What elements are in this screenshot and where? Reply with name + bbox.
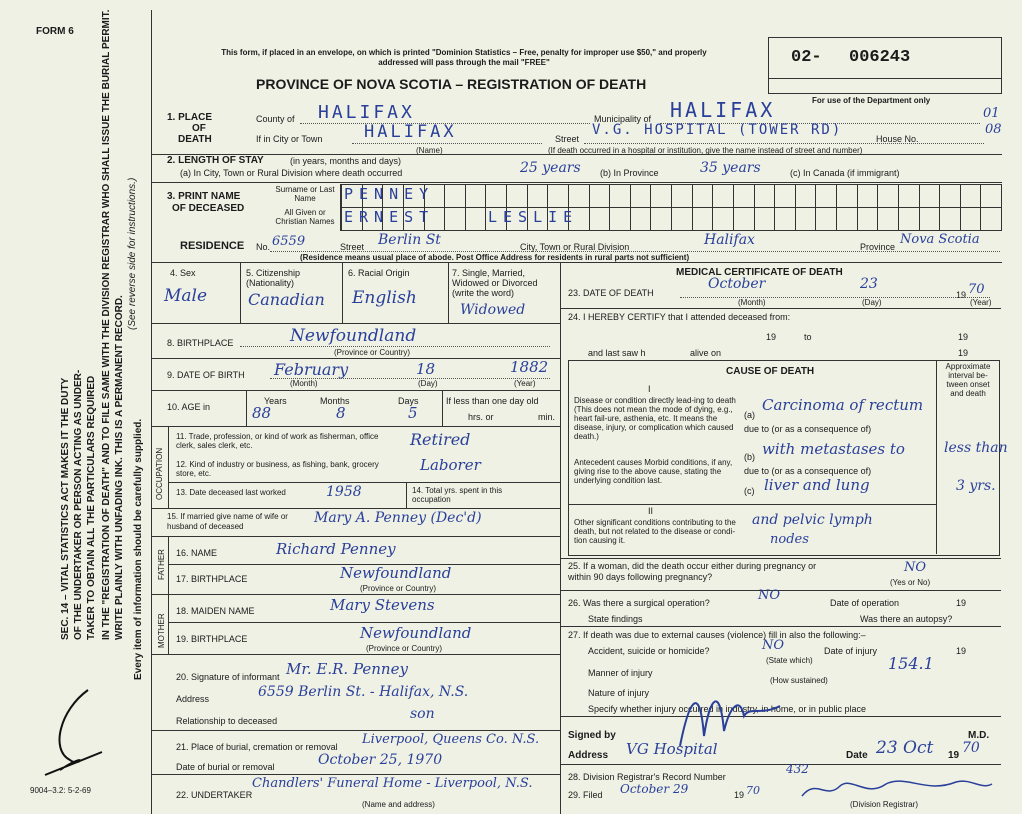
given-grid — [340, 207, 1002, 231]
side-notice-5: WRITE PLAINLY WITH UNFADING INK. THIS IS A PERMANENT RECORD. — [114, 295, 125, 640]
residence-note: (Residence means usual place of abode. Post Office Address for residents in rural parts not sufficient) — [300, 253, 690, 262]
county-value: HALIFAX — [318, 102, 415, 123]
total-years-label: 14. Total yrs. spent in this occupation — [412, 486, 503, 504]
cause-other-2: nodes — [770, 532, 809, 547]
date-year: 70 — [962, 740, 980, 756]
certify-19b: 19 — [958, 332, 969, 342]
disease-label: Disease or condition directly lead-ing to death (This does not mean the mode of dying, e.g., heart fail-ure, asthenia, etc. It means the disease, injury, or complication which caused death.) — [574, 396, 736, 441]
dod-year-prefix: 19 — [956, 290, 967, 300]
record-number: 006243 — [849, 48, 911, 67]
stay-a-label: (a) In City, Town or Rural Division where death occurred — [180, 168, 403, 178]
interval-2: 3 yrs. — [956, 478, 996, 494]
place-label-3: DEATH — [178, 134, 212, 145]
occupation-side: OCCUPATION — [155, 447, 164, 500]
residence-province: Nova Scotia — [900, 232, 980, 247]
side-instructions: (See reverse side for instructions.) — [127, 177, 138, 330]
accident-answer: NO — [762, 638, 785, 653]
industry-value: Laborer — [420, 456, 481, 474]
dod-day: 23 — [860, 276, 878, 292]
dob-day-sub: (Day) — [418, 379, 438, 388]
surname-grid — [340, 184, 1002, 208]
residence-street: Berlin St — [378, 232, 441, 248]
state-which: (State which) — [766, 656, 813, 665]
city-value: HALIFAX — [364, 122, 457, 142]
dept-code-2: 08 — [985, 122, 1002, 137]
findings-label: State findings — [588, 614, 643, 624]
surname-value: PENNEY — [344, 185, 435, 203]
age-hrs: hrs. or — [468, 412, 494, 422]
burial-date-label: Date of burial or removal — [176, 762, 275, 772]
dod-label: 23. DATE OF DEATH — [568, 288, 654, 298]
code-value: 154.1 — [888, 654, 934, 673]
burial-place: Liverpool, Queens Co. N.S. — [362, 732, 540, 747]
age-lessday: If less than one day old — [446, 396, 539, 406]
racial-label: 6. Racial Origin — [348, 268, 410, 278]
birthplace-value: Newfoundland — [290, 326, 417, 346]
medical-title: MEDICAL CERTIFICATE OF DEATH — [676, 267, 843, 278]
record-prefix: 02- — [791, 48, 822, 67]
injury-19: 19 — [956, 646, 967, 656]
age-years: 88 — [252, 404, 272, 422]
stay-sub: (in years, months and days) — [290, 156, 402, 166]
cause-c-value: liver and lung — [764, 476, 870, 494]
father-name-label: 16. NAME — [176, 548, 218, 558]
cause-part-II: II — [648, 506, 654, 516]
dod-month-sub: (Month) — [738, 298, 766, 307]
stay-b-label: (b) In Province — [600, 168, 659, 178]
father-birth-label: 17. BIRTHPLACE — [176, 574, 248, 584]
age-label: 10. AGE in — [167, 402, 211, 412]
father-birth-sub: (Province or Country) — [360, 584, 437, 593]
municipality-label: Municipality of — [594, 114, 652, 124]
reg-number: 432 — [786, 762, 809, 776]
accident-label: Accident, suicide or homicide? — [588, 646, 710, 656]
how-sustained: (How sustained) — [770, 676, 828, 685]
birthplace-label: 8. BIRTHPLACE — [167, 338, 234, 348]
residence-no-label: No. — [256, 242, 271, 252]
dod-month: October — [708, 276, 766, 292]
father-name: Richard Penney — [276, 540, 396, 558]
record-number-box — [768, 37, 1002, 94]
mail-notice: This form, if placed in an envelope, on which is printed "Dominion Statistics – Free, penalty for improper use $50," and properly addressed will pass through the mail "FREE" — [221, 48, 707, 67]
undertaker-label: 22. UNDERTAKER — [176, 790, 253, 800]
mother-birth-sub: (Province or Country) — [366, 644, 443, 653]
informant-sig-label: 20. Signature of informant — [176, 672, 280, 682]
interval-1: less than — [944, 440, 1008, 456]
cause-b-value: with metastases to — [762, 440, 905, 458]
undertaker-value: Chandlers' Funeral Home - Liverpool, N.S. — [252, 776, 533, 791]
autopsy-label: Was there an autopsy? — [860, 614, 953, 624]
name-label-2: OF DECEASED — [172, 203, 245, 214]
name-label-1: 3. PRINT NAME — [167, 191, 241, 202]
stay-b-value: 35 years — [700, 160, 761, 176]
address-value: VG Hospital — [626, 740, 718, 758]
age-days: 5 — [408, 404, 418, 422]
certify-label: 24. I HEREBY CERTIFY that I attended deceased from: — [568, 312, 791, 322]
stay-c-label: (c) In Canada (if immigrant) — [790, 168, 900, 178]
informant-rel: son — [410, 706, 435, 722]
lastworked-label: 13. Date deceased last worked — [176, 488, 286, 497]
dob-label: 9. DATE OF BIRTH — [167, 370, 245, 380]
certify-alive: alive on — [690, 348, 722, 358]
burial-date: October 25, 1970 — [318, 752, 443, 768]
street-note: (If death occurred in a hospital or institution, give the name instead of street and number) — [548, 146, 863, 155]
q25-label: 25. If a woman, did the death occur either during pregnancy or within 90 days following pregnancy? — [568, 561, 817, 582]
city-name-note: (Name) — [416, 146, 443, 155]
reg-number-label: 28. Division Registrar's Record Number — [568, 772, 726, 782]
dob-month: February — [274, 360, 349, 379]
age-months: 8 — [336, 404, 346, 422]
nature-label: Nature of injury — [588, 688, 650, 698]
residence-city: Halifax — [704, 232, 755, 248]
house-label: House No. — [876, 134, 919, 144]
q25-yesno: (Yes or No) — [890, 578, 931, 587]
q27-label: 27. If death was due to external causes (violence) fill in also the following:– — [568, 630, 866, 640]
manner-label: Manner of injury — [588, 668, 653, 678]
residence-province-label: Province — [860, 242, 896, 252]
burial-place-label: 21. Place of burial, cremation or removal — [176, 742, 338, 752]
date-label: Date — [846, 750, 868, 761]
trade-value: Retired — [410, 430, 471, 449]
cause-a-value: Carcinoma of rectum — [762, 396, 924, 414]
mother-birth: Newfoundland — [360, 624, 472, 642]
given-name-1: ERNEST — [344, 208, 435, 226]
citizenship-value: Canadian — [248, 290, 325, 309]
dept-use-label: For use of the Department only — [812, 96, 931, 105]
age-days-label: Days — [398, 396, 419, 406]
side-notice-1: SEC. 14 – VITAL STATISTICS ACT MAKES IT THE DUTY — [60, 377, 71, 640]
dob-month-sub: (Month) — [290, 379, 318, 388]
certify-lastsaw: and last saw h — [588, 348, 646, 358]
form-title: PROVINCE OF NOVA SCOTIA – REGISTRATION OF DEATH — [256, 76, 647, 92]
other-conditions-label: Other significant conditions contributing to the death, but not related to the disease or condi-tion causing it. — [574, 518, 736, 545]
interval-label: Approximate interval be-tween onset and death — [945, 362, 991, 398]
age-min: min. — [538, 412, 556, 422]
father-side: FATHER — [157, 549, 166, 580]
given-name-2: LESLIE — [488, 208, 579, 226]
certify-19a: 19 — [766, 332, 777, 342]
dob-year: 1882 — [510, 358, 549, 376]
filed-label: 29. Filed — [568, 790, 603, 800]
undertaker-sub: (Name and address) — [362, 800, 435, 809]
industry-label: 12. Kind of industry or business, as fishing, bank, grocery store, etc. — [176, 460, 379, 478]
trade-label: 11. Trade, profession, or kind of work as fisherman, office clerk, sales clerk, etc. — [176, 432, 379, 450]
wife-value: Mary A. Penney (Dec'd) — [314, 510, 482, 526]
side-notice-3: TAKER TO OBTAIN ALL THE PARTICULARS REQUIRED — [86, 375, 97, 640]
mother-name: Mary Stevens — [330, 596, 435, 614]
cause-title: CAUSE OF DEATH — [726, 366, 815, 377]
date-value: 23 Oct — [876, 738, 934, 758]
op-date-19: 19 — [956, 598, 967, 608]
racial-value: English — [352, 288, 417, 308]
cause-c-letter: (c) — [744, 486, 755, 496]
informant-rel-label: Relationship to deceased — [176, 716, 278, 726]
dod-year: 70 — [968, 282, 985, 297]
age-years-label: Years — [264, 396, 287, 406]
injury-date-label: Date of injury — [824, 646, 878, 656]
street-value: V.G. HOSPITAL (TOWER RD) — [592, 122, 843, 138]
q26-label: 26. Was there a surgical operation? — [568, 598, 710, 608]
wife-label: 15. If married give name of wife or husband of deceased — [167, 512, 288, 531]
age-months-label: Months — [320, 396, 350, 406]
residence-label: RESIDENCE — [180, 240, 245, 252]
cause-other-1: and pelvic lymph — [752, 512, 873, 528]
mother-birth-label: 19. BIRTHPLACE — [176, 634, 248, 644]
dod-day-sub: (Day) — [862, 298, 882, 307]
informant-address-label: Address — [176, 694, 210, 704]
birthplace-sub: (Province or Country) — [334, 348, 411, 357]
form-code: 9004–3.2: 5-2-69 — [30, 786, 91, 795]
q26-answer: NO — [758, 588, 781, 603]
form-number: FORM 6 — [36, 26, 74, 37]
antecedent-label: Antecedent causes Morbid conditions, if any, giving rise to the above cause, stating the underlying condition last. — [574, 458, 733, 485]
stay-label: 2. LENGTH OF STAY — [167, 155, 264, 166]
specify-label: Specify whether injury occurred in industry, in home, or in public place — [588, 704, 866, 714]
side-notice-4: IN THE "REGISTRATION OF DEATH" AND TO FILE SAME WITH THE DIVISION REGISTRAR WHO SHALL ISSUE THE BURIAL PERMIT. — [101, 9, 112, 640]
side-signature-scribble — [30, 680, 110, 780]
sex-label: 4. Sex — [170, 268, 196, 278]
certify-19c: 19 — [958, 348, 969, 358]
registrar-sub: (Division Registrar) — [850, 800, 919, 809]
mother-name-label: 18. MAIDEN NAME — [176, 606, 255, 616]
stay-a-value: 25 years — [520, 160, 581, 176]
signed-by-label: Signed by — [568, 730, 616, 741]
cause-dueto-1: due to (or as a consequence of) — [744, 424, 872, 434]
side-careful: Every item of information should be carefully supplied. — [133, 418, 144, 680]
certify-to: to — [804, 332, 812, 342]
cause-b-letter: (b) — [744, 452, 755, 462]
residence-city-label: City, Town or Rural Division — [520, 242, 630, 252]
city-label: If in City or Town — [256, 134, 323, 144]
residence-street-label: Street — [340, 242, 365, 252]
side-notice-2: OF THE UNDERTAKER OR PERSON ACTING AS UNDER- — [73, 369, 84, 640]
q25-answer: NO — [904, 560, 927, 575]
marital-label: 7. Single, Married, Widowed or Divorced (write the word) — [452, 268, 538, 298]
citizenship-label: 5. Citizenship (Nationality) — [246, 268, 301, 288]
father-birth: Newfoundland — [340, 564, 452, 582]
place-label-2: OF — [192, 123, 206, 134]
mother-side: MOTHER — [157, 613, 166, 648]
address-label: Address — [568, 750, 609, 761]
informant-signature: Mr. E.R. Penney — [286, 660, 408, 678]
dept-code-1: 01 — [983, 106, 1000, 121]
residence-no: 6559 — [272, 234, 306, 249]
county-label: County of — [256, 114, 295, 124]
lastworked-value: 1958 — [326, 484, 362, 500]
street-label: Street — [555, 134, 580, 144]
dob-year-sub: (Year) — [514, 379, 536, 388]
cause-part-I: I — [648, 384, 651, 394]
cause-dueto-2: due to (or as a consequence of) — [744, 466, 872, 476]
marital-value: Widowed — [460, 302, 526, 318]
municipality-value: HALIFAX — [670, 98, 776, 122]
surname-label: Surname or Last Name — [275, 185, 335, 203]
place-label-1: 1. PLACE — [167, 112, 213, 123]
dob-day: 18 — [416, 360, 436, 378]
filed-value: October 29 — [620, 782, 689, 796]
dod-year-sub: (Year) — [970, 298, 992, 307]
informant-address: 6559 Berlin St. - Halifax, N.S. — [258, 684, 469, 700]
date-year-prefix: 19 — [948, 750, 960, 761]
md-label: M.D. — [968, 730, 990, 741]
cause-a-letter: (a) — [744, 410, 755, 420]
sex-value: Male — [164, 286, 208, 306]
given-label: All Given or Christian Names — [275, 208, 335, 226]
filed-year: 70 — [746, 784, 760, 797]
op-date-label: Date of operation — [830, 598, 900, 608]
filed-year-prefix: 19 — [734, 790, 745, 800]
